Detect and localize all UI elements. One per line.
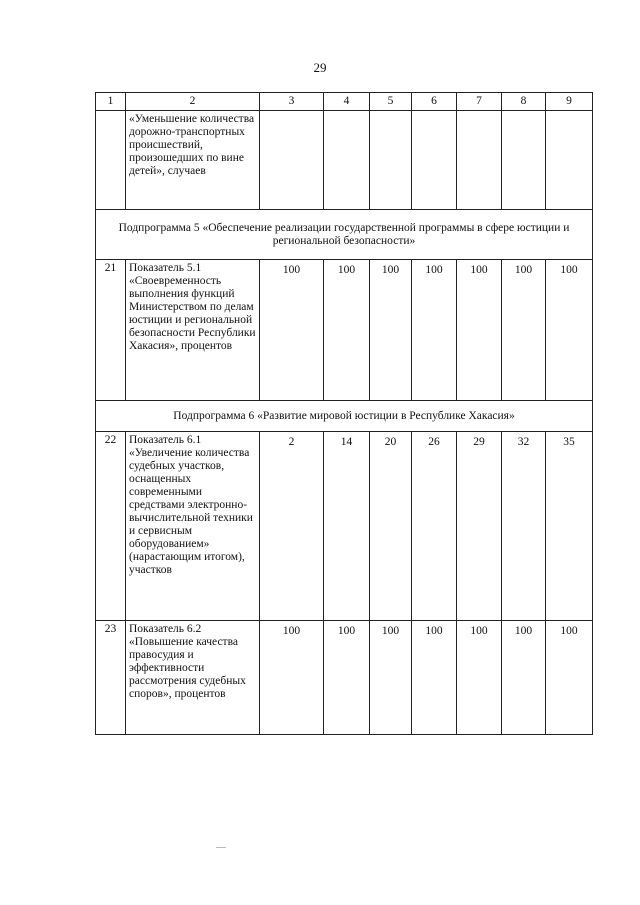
table-row xyxy=(96,260,593,401)
header-cell: 1 xyxy=(96,93,126,111)
value-cell: 2 xyxy=(260,432,324,621)
value-cell: 100 xyxy=(412,621,457,735)
scan-mark xyxy=(216,847,226,848)
indicator-cell: Показатель 5.1 «Своевременность выполнения функций Министерством по делам юстиции и региональной безопасности Республики Хакасия», процентов xyxy=(126,260,260,401)
header-cell: 9 xyxy=(546,93,593,111)
value-cell xyxy=(370,111,412,210)
value-cell: 32 xyxy=(502,432,546,621)
row-number xyxy=(96,111,126,210)
header-cell: 2 xyxy=(126,93,260,111)
value-cell: 100 xyxy=(457,621,502,735)
subprogram-title: Подпрограмма 5 «Обеспечение реализации государственной программы в сфере юстиции и региональной безопасности» xyxy=(96,210,593,260)
value-cell: 100 xyxy=(324,260,370,401)
value-cell: 100 xyxy=(457,260,502,401)
value-cell xyxy=(546,111,593,210)
header-cell: 8 xyxy=(502,93,546,111)
header-cell: 3 xyxy=(260,93,324,111)
value-cell: 35 xyxy=(546,432,593,621)
value-cell xyxy=(502,111,546,210)
value-cell: 100 xyxy=(370,260,412,401)
subprogram-row xyxy=(96,210,593,260)
value-cell: 20 xyxy=(370,432,412,621)
row-number: 22 xyxy=(96,432,126,621)
value-cell: 100 xyxy=(546,621,593,735)
value-cell xyxy=(324,111,370,210)
value-cell: 100 xyxy=(502,260,546,401)
value-cell: 100 xyxy=(412,260,457,401)
header-cell: 7 xyxy=(457,93,502,111)
table-row xyxy=(96,111,593,210)
value-cell: 29 xyxy=(457,432,502,621)
header-cell: 5 xyxy=(370,93,412,111)
value-cell xyxy=(412,111,457,210)
header-cell: 4 xyxy=(324,93,370,111)
row-number: 23 xyxy=(96,621,126,735)
value-cell: 26 xyxy=(412,432,457,621)
subprogram-row xyxy=(96,401,593,432)
value-cell: 100 xyxy=(324,621,370,735)
subprogram-title: Подпрограмма 6 «Развитие мировой юстиции в Республике Хакасия» xyxy=(96,401,593,432)
table-row xyxy=(96,432,593,621)
value-cell: 100 xyxy=(260,260,324,401)
value-cell: 14 xyxy=(324,432,370,621)
value-cell: 100 xyxy=(546,260,593,401)
page-number: 29 xyxy=(313,60,327,75)
value-cell xyxy=(260,111,324,210)
indicator-cell: «Уменьшение количества дорожно-транспортных происшествий, произошедших по вине детей», случаев xyxy=(126,111,260,210)
value-cell: 100 xyxy=(370,621,412,735)
value-cell: 100 xyxy=(502,621,546,735)
value-cell: 100 xyxy=(260,621,324,735)
table-row xyxy=(96,621,593,735)
indicators-table xyxy=(95,92,593,735)
header-row xyxy=(96,93,593,111)
indicator-cell: Показатель 6.2 «Повышение качества правосудия и эффективности рассмотрения судебных споров», процентов xyxy=(126,621,260,735)
indicator-cell: Показатель 6.1 «Увеличение количества судебных участков, оснащенных современными средствами электронно-вычислительной техники и сервисным оборудованием» (нарастающим итогом), участков xyxy=(126,432,260,621)
row-number: 21 xyxy=(96,260,126,401)
value-cell xyxy=(457,111,502,210)
header-cell: 6 xyxy=(412,93,457,111)
